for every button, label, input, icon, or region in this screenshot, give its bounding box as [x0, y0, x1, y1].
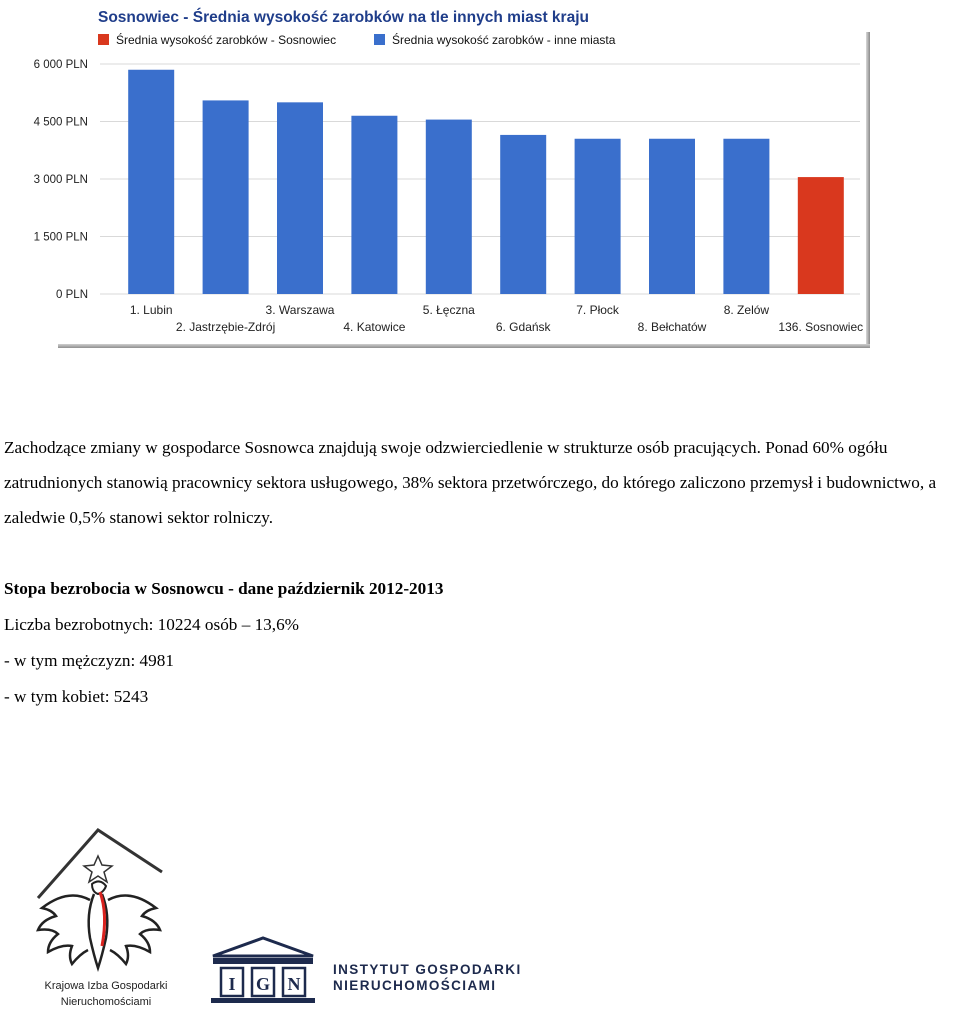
x-tick-label: 7. Płock: [576, 303, 619, 317]
eagle-roof-icon: [28, 826, 170, 991]
y-tick-label: 6 000 PLN: [33, 59, 88, 71]
bar: [500, 135, 546, 294]
unemployment-heading: Stopa bezrobocia w Sosnowcu - dane październik 2012-2013: [4, 579, 444, 598]
unemployment-men: - w tym mężczyzn: 4981: [4, 651, 174, 670]
unemployment-women: - w tym kobiet: 5243: [4, 687, 149, 706]
legend-label: Średnia wysokość zarobków - Sosnowiec: [116, 33, 337, 47]
bar: [723, 139, 769, 294]
y-tick-label: 1 500 PLN: [33, 231, 88, 244]
y-tick-label: 3 000 PLN: [33, 174, 88, 186]
chart-title: Sosnowiec - Średnia wysokość zarobków na tle innych miast kraju: [98, 9, 589, 26]
x-tick-label: 3. Warszawa: [265, 303, 335, 317]
ign-name-line2: NIERUCHOMOŚCIAMI: [333, 978, 497, 993]
x-tick-label: 4. Katowice: [343, 320, 406, 334]
chart-legend: [98, 32, 616, 47]
ign-letter-n: N: [287, 974, 301, 994]
institute-building-icon: [207, 936, 319, 1006]
y-tick-label: 4 500 PLN: [33, 116, 88, 129]
x-tick-label: 2. Jastrzębie-Zdrój: [175, 320, 276, 334]
bar: [426, 120, 472, 294]
bar: [128, 70, 174, 294]
bar: [351, 116, 397, 294]
x-tick-label: 1. Lubin: [129, 303, 173, 317]
y-tick-label: 0 PLN: [56, 289, 88, 301]
chart-x-axis: [130, 303, 863, 334]
employment-structure-paragraph: Zachodzące zmiany w gospodarce Sosnowca znajdują swoje odzwierciedlenie w strukturze osób pracujących. Ponad 60% ogółu zatrudnionych stanowią pracownicy sektora usługowego, 38% sektora przetwórczego, do którego zaliczono przemysł i budownictwo, a zaledwie 0,5% stanowi sektor rolniczy.: [4, 438, 937, 527]
kigan-name-line2: Nieruchomościami: [60, 996, 152, 1008]
legend-swatch: [98, 34, 109, 45]
chart-bars: [128, 70, 844, 294]
ign-letter-g: G: [255, 974, 271, 994]
bar: [277, 102, 323, 294]
x-tick-label: 6. Gdańsk: [495, 320, 551, 334]
ign-letter-i: I: [228, 974, 236, 994]
x-tick-label: 8. Bełchatów: [637, 320, 707, 334]
x-tick-label: 5. Łęczna: [422, 303, 475, 317]
bar: [575, 139, 621, 294]
chart-y-axis: [34, 59, 88, 301]
x-tick-label: 8. Zelów: [723, 303, 770, 317]
bar: [798, 177, 844, 294]
ign-name-line1: INSTYTUT GOSPODARKI: [333, 962, 522, 977]
legend-label: Średnia wysokość zarobków - inne miasta: [392, 33, 616, 47]
kigan-logo: [28, 826, 170, 1016]
ign-logo: [207, 936, 527, 1006]
bar: [649, 139, 695, 294]
chart-canvas: [33, 0, 870, 348]
unemployment-total: Liczba bezrobotnych: 10224 osób – 13,6%: [4, 615, 299, 634]
bar: [203, 100, 249, 294]
kigan-name-line1: Krajowa Izba Gospodarki: [44, 980, 168, 992]
legend-swatch: [374, 34, 385, 45]
x-tick-label: 136. Sosnowiec: [778, 320, 864, 334]
salary-chart: [33, 0, 870, 348]
